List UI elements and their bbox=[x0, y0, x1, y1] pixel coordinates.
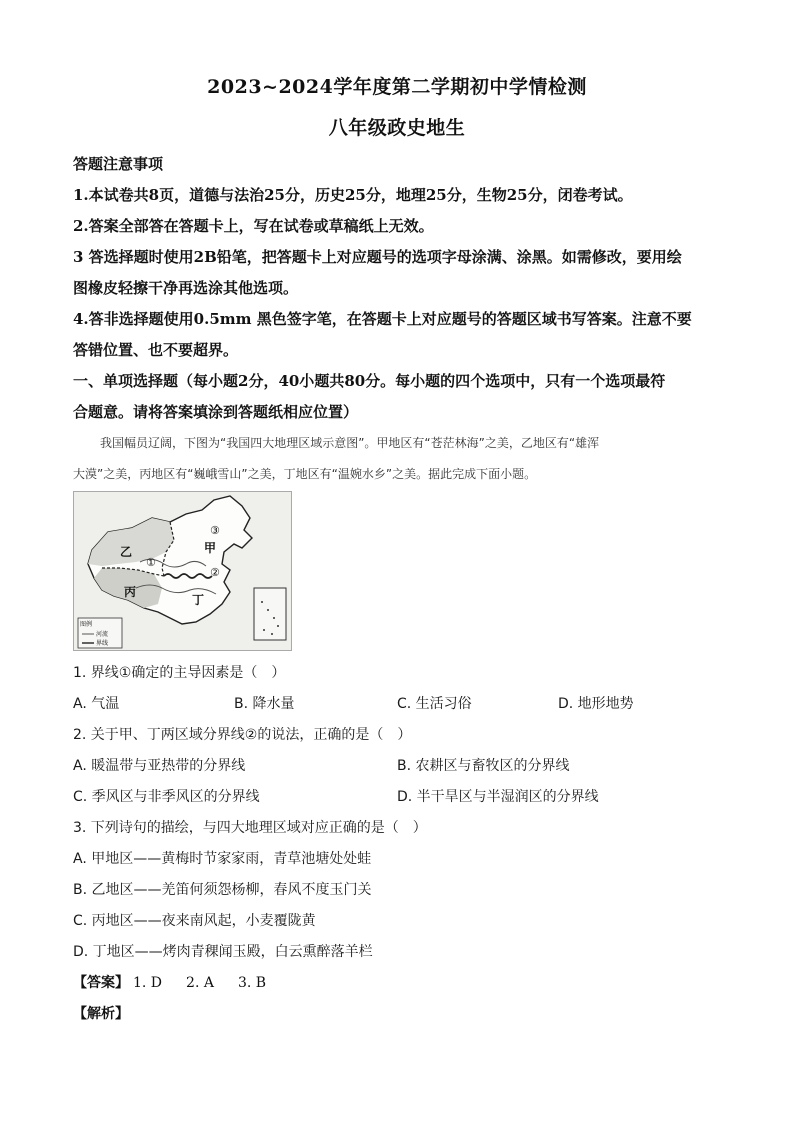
notes-heading: 答题注意事项 bbox=[73, 155, 164, 173]
region-label-bing: 丙 bbox=[124, 585, 137, 599]
q2-option-c: C. 季风区与非季风区的分界线 bbox=[73, 789, 260, 805]
question-1-stem: 1. 界线①确定的主导因素是（ ） bbox=[73, 665, 286, 681]
legend-river: 河流 bbox=[96, 631, 109, 638]
answer-3: 3. B bbox=[237, 975, 267, 991]
page-subtitle: 八年级政史地生 bbox=[328, 117, 466, 139]
q3-option-d: D. 丁地区——烤肉青稞闻玉殿，白云熏醉落羊栏 bbox=[73, 944, 373, 960]
china-regions-map bbox=[73, 491, 292, 651]
note-item: 图橡皮轻擦干净再选涂其他选项。 bbox=[73, 279, 299, 297]
q3-option-b: B. 乙地区——羌笛何须怨杨柳，春风不度玉门关 bbox=[73, 882, 372, 898]
analysis-label: 【解析】 bbox=[73, 1006, 129, 1022]
legend-title: 图例 bbox=[80, 621, 93, 628]
q1-option-b: B. 降水量 bbox=[234, 696, 295, 712]
section-heading-cont: 合题意。请将答案填涂到答题纸相应位置） bbox=[73, 403, 359, 421]
answer-2: 2. A bbox=[186, 975, 214, 991]
q3-option-c: C. 丙地区——夜来南风起，小麦覆陇黄 bbox=[73, 913, 316, 929]
section-heading: 一、单项选择题（每小题2分，40小题共80分。每小题的四个选项中，只有一个选项最符 bbox=[73, 372, 666, 390]
answer-label: 【答案】 bbox=[73, 975, 129, 991]
marker-1: ① bbox=[146, 556, 156, 569]
answer-values bbox=[129, 975, 266, 991]
south-sea-inset bbox=[254, 588, 286, 640]
intro-text-cont: 大漠”之美，丙地区有“巍峨雪山”之美，丁地区有“温婉水乡”之美。据此完成下面小题。 bbox=[73, 467, 537, 481]
map-svg bbox=[74, 492, 291, 650]
q2-option-b: B. 农耕区与畜牧区的分界线 bbox=[397, 758, 570, 774]
q1-option-c: C. 生活习俗 bbox=[397, 696, 472, 712]
question-2-stem: 2. 关于甲、丁两区域分界线②的说法，正确的是（ ） bbox=[73, 727, 412, 743]
legend-boundary: 界线 bbox=[96, 640, 109, 647]
answer-1: 1. D bbox=[133, 975, 163, 991]
answer-line bbox=[73, 972, 266, 992]
page-title: 2023~2024学年度第二学期初中学情检测 bbox=[207, 76, 587, 98]
intro-text: 我国幅员辽阔，下图为“我国四大地理区域示意图”。甲地区有“苍茫林海”之美，乙地区有“雄浑 bbox=[100, 436, 600, 450]
marker-2: ② bbox=[210, 566, 220, 579]
marker-3: ③ bbox=[210, 524, 220, 537]
q1-option-a: A. 气温 bbox=[73, 696, 120, 712]
note-item: 2.答案全部答在答题卡上，写在试卷或草稿纸上无效。 bbox=[73, 217, 434, 235]
region-label-ding: 丁 bbox=[192, 593, 205, 607]
q3-option-a: A. 甲地区——黄梅时节家家雨，青草池塘处处蛙 bbox=[73, 851, 372, 867]
note-item: 4.答非选择题使用0.5mm 黑色签字笔，在答题卡上对应题号的答题区域书写答案。注意不要 bbox=[73, 310, 692, 328]
region-label-jia: 甲 bbox=[204, 541, 217, 555]
note-item: 3 答选择题时使用2B铅笔，把答题卡上对应题号的选项字母涂满、涂黑。如需修改，要用绘 bbox=[73, 248, 682, 266]
q1-option-d: D. 地形地势 bbox=[558, 696, 634, 712]
question-3-stem: 3. 下列诗句的描绘，与四大地理区域对应正确的是（ ） bbox=[73, 820, 427, 836]
q2-option-d: D. 半干旱区与半湿润区的分界线 bbox=[397, 789, 599, 805]
region-label-yi: 乙 bbox=[120, 545, 133, 559]
note-item: 答错位置、也不要超界。 bbox=[73, 341, 239, 359]
note-item: 1.本试卷共8页，道德与法治25分，历史25分，地理25分，生物25分，闭卷考试。 bbox=[73, 186, 633, 204]
q2-option-a: A. 暖温带与亚热带的分界线 bbox=[73, 758, 246, 774]
